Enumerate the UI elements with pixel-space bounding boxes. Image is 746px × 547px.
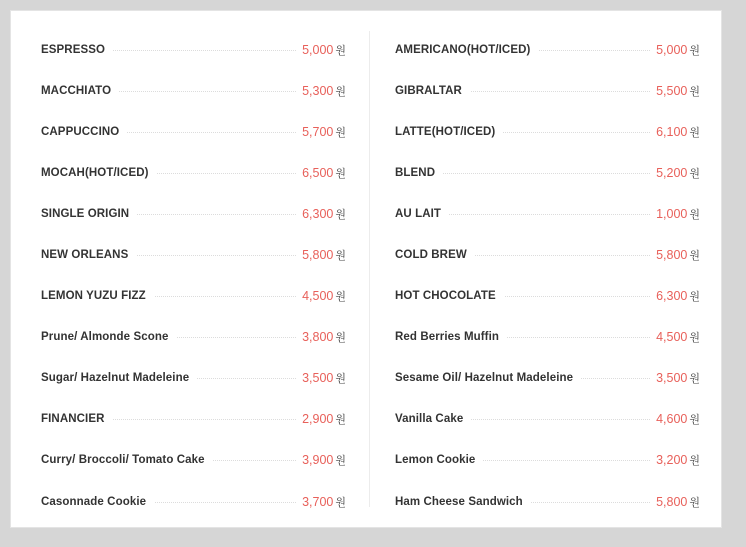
price-amount: 6,300 — [302, 206, 334, 221]
price-amount: 6,500 — [302, 165, 334, 180]
price-amount: 5,000 — [656, 42, 688, 57]
menu-item-name: COLD BREW — [395, 249, 475, 261]
currency-unit: 원 — [689, 166, 700, 180]
menu-item-name: AU LAIT — [395, 208, 449, 220]
menu-item-name: GIBRALTAR — [395, 85, 470, 97]
menu-item-price — [650, 494, 700, 510]
menu-item-price — [296, 494, 346, 510]
menu-item-price — [296, 124, 346, 140]
menu-item-left-3 — [41, 111, 346, 152]
price-amount: 5,700 — [302, 124, 334, 139]
menu-item-name: Sesame Oil/ Hazelnut Madeleine — [395, 372, 581, 384]
menu-item-right-4 — [395, 152, 700, 193]
menu-item-price — [650, 165, 700, 181]
menu-item-left-7 — [41, 276, 346, 317]
price-amount: 3,500 — [656, 371, 688, 386]
menu-item-name: LATTE(HOT/ICED) — [395, 126, 503, 138]
price-amount: 3,900 — [302, 453, 334, 468]
menu-item-price — [650, 288, 700, 304]
menu-item-price — [650, 83, 700, 99]
currency-unit: 원 — [335, 84, 346, 98]
currency-unit: 원 — [689, 84, 700, 98]
menu-item-left-11 — [41, 440, 346, 481]
currency-unit: 원 — [335, 207, 346, 221]
price-amount: 6,300 — [656, 289, 688, 304]
menu-item-price — [650, 206, 700, 222]
currency-unit: 원 — [689, 207, 700, 221]
currency-unit: 원 — [335, 331, 346, 345]
menu-item-name: SINGLE ORIGIN — [41, 208, 137, 220]
price-amount: 5,500 — [656, 83, 688, 98]
menu-item-left-12 — [41, 481, 346, 522]
currency-unit: 원 — [335, 125, 346, 139]
menu-item-price — [296, 247, 346, 263]
menu-item-right-1 — [395, 29, 700, 70]
price-amount: 4,500 — [656, 330, 688, 345]
price-amount: 5,800 — [656, 248, 688, 263]
menu-column-right — [395, 29, 700, 522]
menu-item-left-1 — [41, 29, 346, 70]
menu-item-right-12 — [395, 481, 700, 522]
menu-item-price — [296, 329, 346, 345]
price-amount: 2,900 — [302, 412, 334, 427]
menu-item-name: CAPPUCCINO — [41, 126, 127, 138]
price-amount: 4,600 — [656, 412, 688, 427]
menu-item-right-5 — [395, 193, 700, 234]
menu-item-name: Ham Cheese Sandwich — [395, 496, 531, 508]
currency-unit: 원 — [689, 331, 700, 345]
menu-item-price — [296, 288, 346, 304]
menu-item-right-9 — [395, 358, 700, 399]
currency-unit: 원 — [689, 290, 700, 304]
menu-column-left — [41, 29, 346, 522]
menu-item-name: AMERICANO(HOT/ICED) — [395, 44, 538, 56]
menu-item-left-8 — [41, 317, 346, 358]
price-amount: 3,800 — [302, 330, 334, 345]
column-divider — [369, 31, 370, 507]
menu-item-right-6 — [395, 234, 700, 275]
price-amount: 3,500 — [302, 371, 334, 386]
menu-item-name: BLEND — [395, 167, 443, 179]
menu-item-name: Sugar/ Hazelnut Madeleine — [41, 372, 197, 384]
menu-item-left-10 — [41, 399, 346, 440]
menu-item-name: Casonnade Cookie — [41, 496, 154, 508]
price-amount: 5,200 — [656, 165, 688, 180]
menu-item-name: HOT CHOCOLATE — [395, 290, 504, 302]
menu-item-name: Prune/ Almonde Scone — [41, 331, 176, 343]
price-amount: 1,000 — [656, 206, 688, 221]
menu-item-price — [296, 165, 346, 181]
currency-unit: 원 — [689, 454, 700, 468]
currency-unit: 원 — [335, 372, 346, 386]
currency-unit: 원 — [335, 166, 346, 180]
menu-item-price — [650, 411, 700, 427]
menu-item-right-10 — [395, 399, 700, 440]
menu-item-name: LEMON YUZU FIZZ — [41, 290, 154, 302]
menu-item-left-6 — [41, 234, 346, 275]
menu-item-price — [650, 329, 700, 345]
menu-item-name: ESPRESSO — [41, 44, 113, 56]
menu-item-name: Vanilla Cake — [395, 413, 471, 425]
currency-unit: 원 — [689, 43, 700, 57]
price-amount: 3,200 — [656, 453, 688, 468]
menu-item-right-11 — [395, 440, 700, 481]
menu-item-right-3 — [395, 111, 700, 152]
menu-item-price — [296, 452, 346, 468]
currency-unit: 원 — [335, 249, 346, 263]
price-amount: 4,500 — [302, 289, 334, 304]
menu-card — [10, 10, 722, 528]
currency-unit: 원 — [689, 125, 700, 139]
menu-item-left-2 — [41, 70, 346, 111]
currency-unit: 원 — [335, 454, 346, 468]
menu-item-name: Curry/ Broccoli/ Tomato Cake — [41, 454, 213, 466]
menu-item-left-5 — [41, 193, 346, 234]
menu-item-right-2 — [395, 70, 700, 111]
currency-unit: 원 — [689, 413, 700, 427]
menu-item-name: Red Berries Muffin — [395, 331, 507, 343]
menu-item-price — [296, 83, 346, 99]
menu-item-price — [650, 452, 700, 468]
price-amount: 6,100 — [656, 124, 688, 139]
menu-item-name: Lemon Cookie — [395, 454, 483, 466]
currency-unit: 원 — [689, 249, 700, 263]
menu-item-price — [296, 411, 346, 427]
menu-item-price — [296, 206, 346, 222]
menu-item-price — [296, 370, 346, 386]
price-amount: 5,000 — [302, 42, 334, 57]
menu-item-name: NEW ORLEANS — [41, 249, 136, 261]
menu-item-right-8 — [395, 317, 700, 358]
currency-unit: 원 — [689, 495, 700, 509]
currency-unit: 원 — [335, 495, 346, 509]
menu-item-price — [650, 370, 700, 386]
menu-item-left-9 — [41, 358, 346, 399]
menu-item-name: MACCHIATO — [41, 85, 119, 97]
price-amount: 5,800 — [302, 248, 334, 263]
currency-unit: 원 — [335, 290, 346, 304]
price-amount: 3,700 — [302, 494, 334, 509]
price-amount: 5,800 — [656, 494, 688, 509]
price-amount: 5,300 — [302, 83, 334, 98]
currency-unit: 원 — [335, 43, 346, 57]
menu-item-left-4 — [41, 152, 346, 193]
menu-item-name: MOCAH(HOT/ICED) — [41, 167, 157, 179]
currency-unit: 원 — [335, 413, 346, 427]
menu-item-right-7 — [395, 276, 700, 317]
menu-item-price — [650, 124, 700, 140]
currency-unit: 원 — [689, 372, 700, 386]
menu-item-price — [650, 42, 700, 58]
menu-item-price — [296, 42, 346, 58]
menu-item-name: FINANCIER — [41, 413, 113, 425]
menu-item-price — [650, 247, 700, 263]
